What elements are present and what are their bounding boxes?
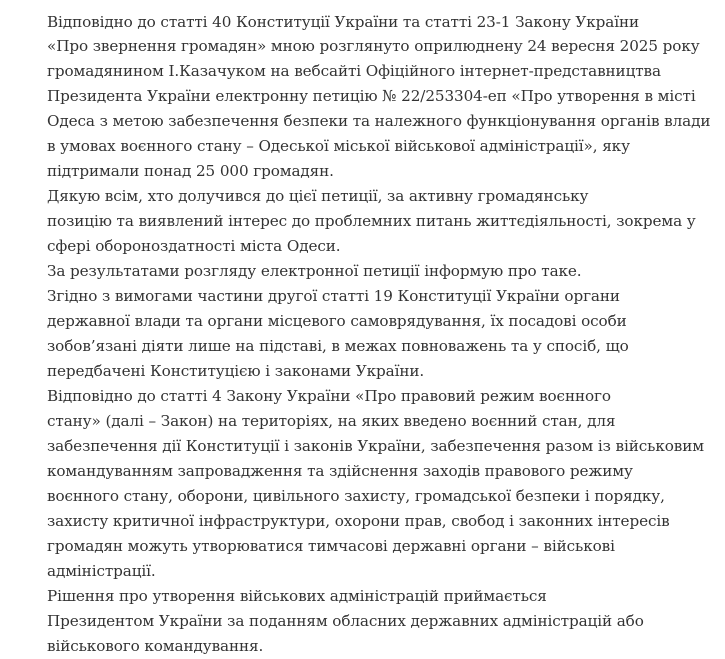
text-line: громадянином І.Казачуком на вебсайті Офіційного інтернет-представництва [47, 62, 661, 80]
text-line: підтримали понад 25 000 громадян. [47, 162, 334, 180]
text-line: Одеса з метою забезпечення безпеки та належного функціонування органів влади [47, 112, 711, 130]
text-line: зобов’язані діяти лише на підставі, в межах повноважень та у спосіб, що [47, 337, 629, 355]
text-line: громадян можуть утворюватися тимчасові державні органи – військові [47, 537, 615, 555]
text-line: Президента України електронну петицію № 22/253304-еп «Про утворення в місті [47, 87, 696, 105]
text-line: «Про звернення громадян» мною розглянуто оприлюднену 24 вересня 2025 року [47, 37, 700, 55]
text-line: За результатами розгляду електронної петиції інформую про таке. [47, 262, 582, 280]
text-line: командуванням запровадження та здійснення заходів правового режиму [47, 462, 633, 480]
text-line: Відповідно до статті 4 Закону України «Про правовий режим воєнного [47, 387, 611, 405]
text-line: Згідно з вимогами частини другої статті 19 Конституції України органи [47, 287, 620, 305]
text-line: Президентом України за поданням обласних державних адміністрацій або [47, 612, 644, 630]
text-line: позицію та виявлений інтерес до проблемних питань життєдіяльності, зокрема у [47, 212, 696, 230]
text-line: в умовах воєнного стану – Одеської міської військової адміністрації», яку [47, 137, 630, 155]
text-line: передбачені Конституцією і законами України. [47, 362, 425, 380]
text-line: стану» (далі – Закон) на територіях, на яких введено воєнний стан, для [47, 412, 616, 430]
text-line: адміністрації. [47, 562, 156, 580]
text-line: державної влади та органи місцевого самоврядування, їх посадові особи [47, 312, 627, 330]
text-line: військового командування. [47, 637, 264, 655]
text-line: Дякую всім, хто долучився до цієї петиції, за активну громадянську [47, 187, 589, 205]
text-line: воєнного стану, оборони, цивільного захисту, громадської безпеки і порядку, [47, 487, 665, 505]
text-line: Рішення про утворення військових адміністрацій приймається [47, 587, 547, 605]
text-line: захисту критичної інфраструктури, охорони прав, свобод і законних інтересів [47, 512, 670, 530]
text-line: Відповідно до статті 40 Конституції України та статті 23-1 Закону України [47, 13, 640, 31]
text-line: забезпечення дії Конституції і законів України, забезпечення разом із військовим [47, 437, 704, 455]
text-line: сфері обороноздатності міста Одеси. [47, 237, 341, 255]
